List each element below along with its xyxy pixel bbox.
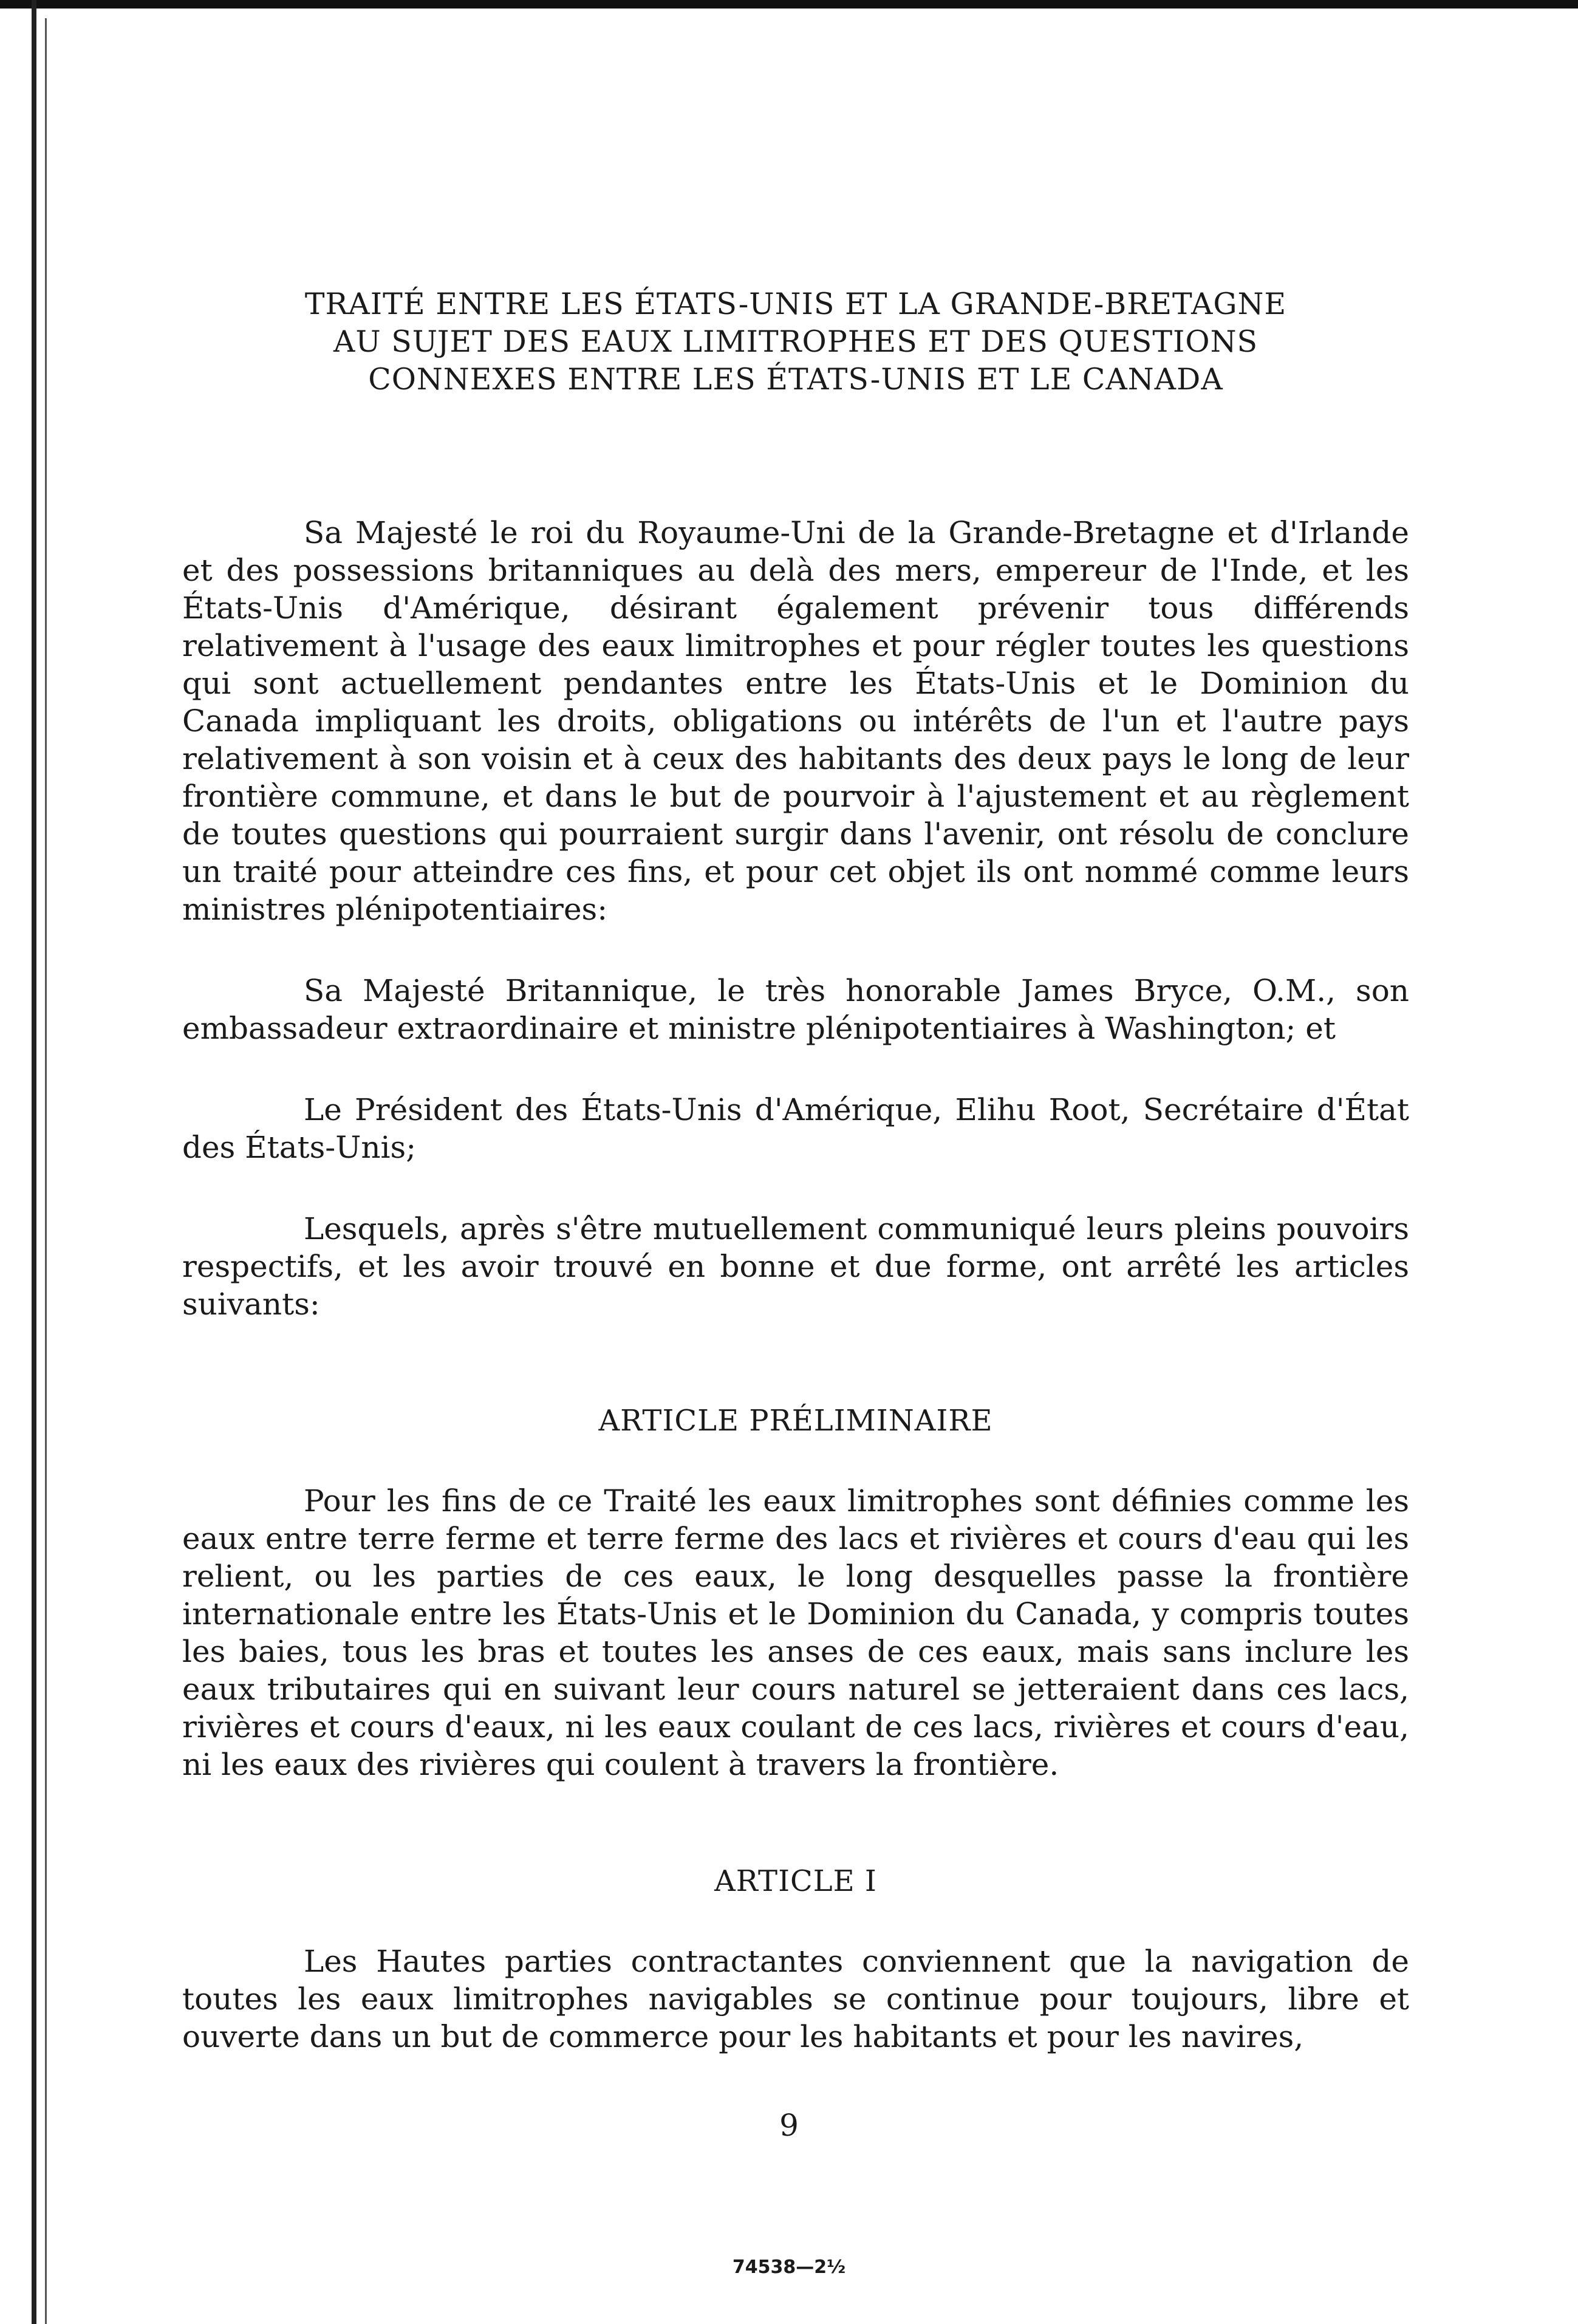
- title-line-1: TRAITÉ ENTRE LES ÉTATS-UNIS ET LA GRANDE-BRETAGNE: [304, 287, 1287, 321]
- preamble-paragraph-4: Lesquels, après s'être mutuellement communiqué leurs pleins pouvoirs respectifs, et les avoir trouvé en bonne et due forme, ont arrêté les articles suivants:: [182, 1211, 1409, 1322]
- preamble-paragraph-2: Sa Majesté Britannique, le très honorable James Bryce, O.M., son embassadeur extraordinaire et ministre plénipotentiaires à Washington; et: [182, 973, 1409, 1046]
- article-preliminaire-heading: ARTICLE PRÉLIMINAIRE: [598, 1404, 993, 1438]
- document-title: [182, 285, 1409, 398]
- left-binding-edge: [32, 0, 36, 2324]
- left-binding-line: [45, 18, 47, 2324]
- article-1-heading: ARTICLE I: [714, 1864, 877, 1898]
- title-line-2: AU SUJET DES EAUX LIMITROPHES ET DES QUESTIONS: [333, 324, 1259, 359]
- title-line-3: CONNEXES ENTRE LES ÉTATS-UNIS ET LE CANADA: [368, 362, 1223, 397]
- page-number: 9: [779, 2108, 799, 2143]
- document-page: [182, 285, 1409, 2056]
- print-code: 74538—2½: [732, 2257, 846, 2278]
- article-1-text: Les Hautes parties contractantes conviennent que la navigation de toutes les eaux limitrophes navigables se continue pour toujours, libre et ouverte dans un but de commerce pour les habitants et pour les navires,: [182, 1944, 1409, 2054]
- preamble-paragraph-3: Le Président des États-Unis d'Amérique, Elihu Root, Secrétaire d'État des États-Unis;: [182, 1092, 1409, 1165]
- article-preliminaire-text: Pour les fins de ce Traité les eaux limitrophes sont définies comme les eaux entre terre ferme et terre ferme des lacs et rivières et cours d'eau qui les relient, ou les parties de ces eaux, le long desquelles passe la frontière internationale entre les États-Unis et le Dominion du Canada, y compris toutes les baies, tous les bras et toutes les anses de ces eaux, mais sans inclure les eaux tributaires qui en suivant leur cours naturel se jetteraient dans ces lacs, rivières et cours d'eaux, ni les eaux coulant de ces lacs, rivières et cours d'eau, ni les eaux des rivières qui coulent à travers la frontière.: [182, 1483, 1409, 1782]
- preamble-paragraph-1: Sa Majesté le roi du Royaume-Uni de la Grande-Bretagne et d'Irlande et des possessions britanniques au delà des mers, empereur de l'Inde, et les États-Unis d'Amérique, désirant également prévenir tous différends relativement à l'usage des eaux limitrophes et pour régler toutes les questions qui sont actuellement pendantes entre les États-Unis et le Dominion du Canada impliquant les droits, obligations ou intérêts de l'un et l'autre pays relativement à son voisin et à ceux des habitants des deux pays le long de leur frontière commune, et dans le but de pourvoir à l'ajustement et au règlement de toutes questions qui pourraient surgir dans l'avenir, ont résolu de conclure un traité pour atteindre ces fins, et pour cet objet ils ont nommé comme leurs ministres plénipotentiaires:: [182, 515, 1409, 927]
- top-border: [0, 0, 1578, 9]
